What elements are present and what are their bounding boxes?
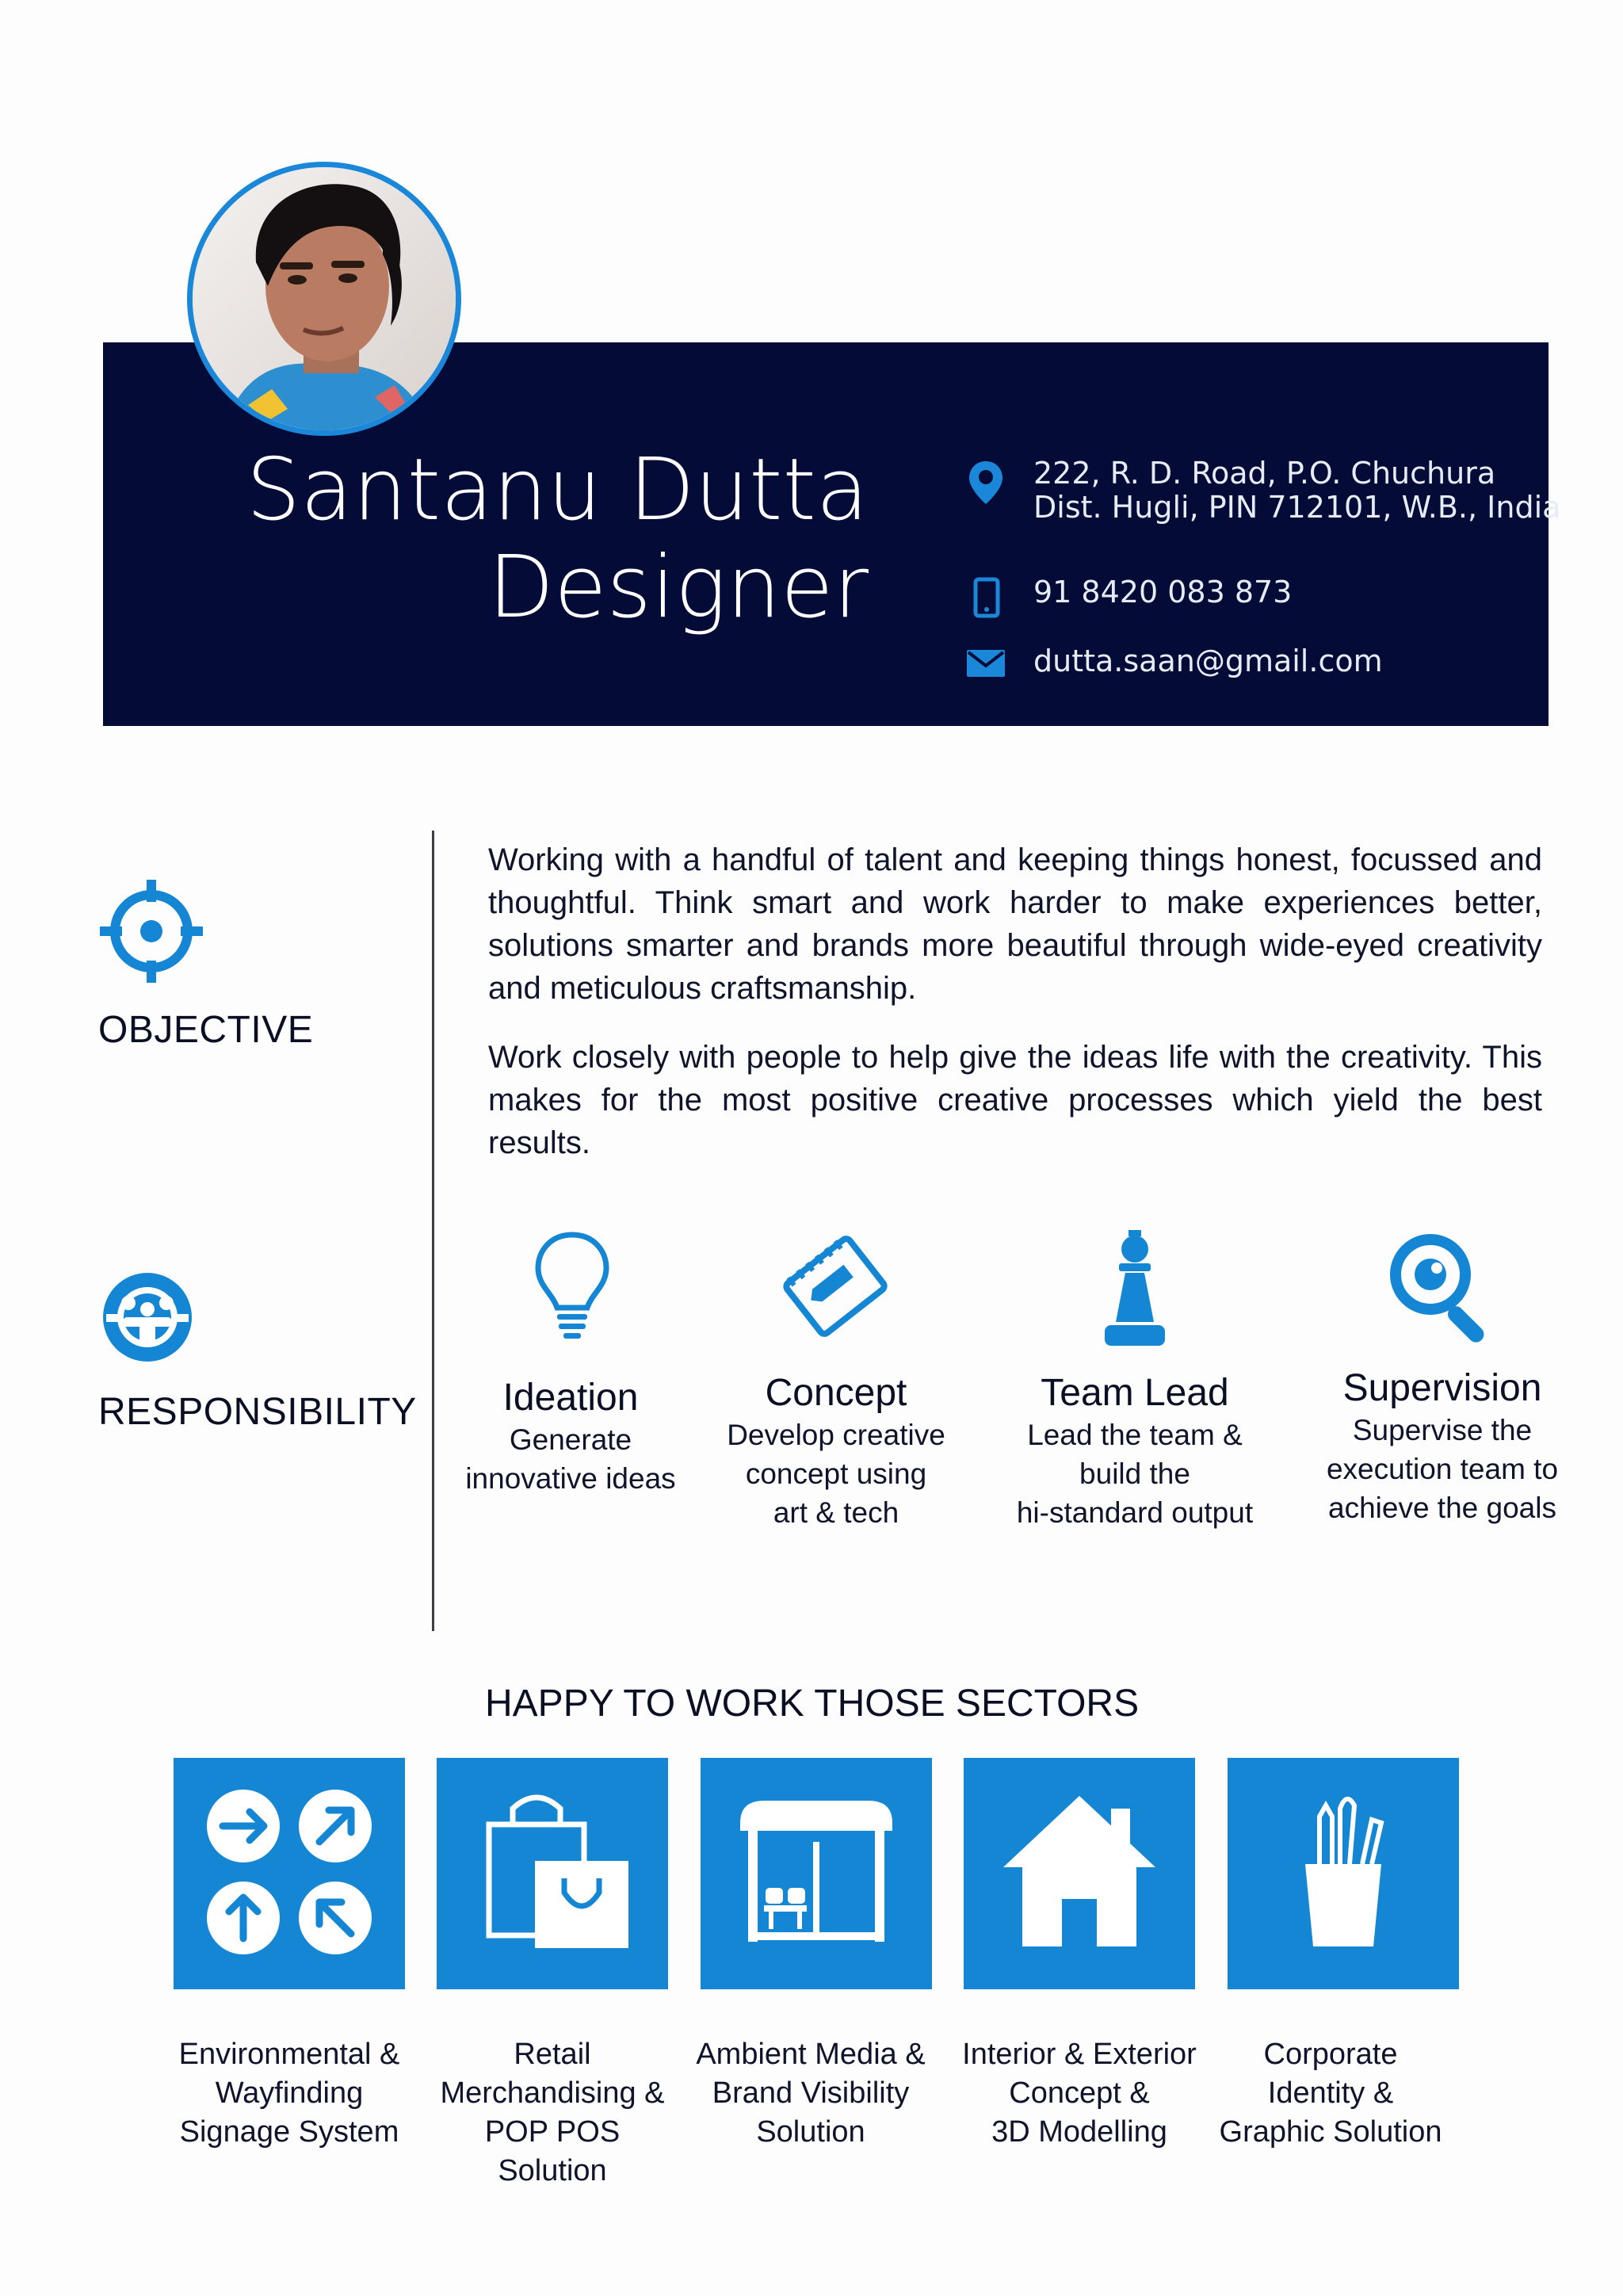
responsibility-label: RESPONSIBILITY bbox=[98, 1391, 417, 1433]
sector-label-line: Identity & bbox=[1267, 2076, 1394, 2110]
mobile-phone-icon bbox=[973, 577, 1000, 622]
concept-desc-line-3: art & tech bbox=[773, 1496, 899, 1529]
envelope-icon bbox=[967, 650, 1005, 681]
concept-text bbox=[709, 1371, 963, 1532]
portrait-image bbox=[193, 167, 456, 430]
sector-tile-interior bbox=[964, 1758, 1195, 1989]
supervision-desc-line-1: Supervise the bbox=[1352, 1414, 1533, 1446]
supervision-text bbox=[1316, 1366, 1569, 1527]
vertical-divider bbox=[432, 831, 434, 1631]
responsibility-item-concept bbox=[708, 1227, 962, 1346]
shopping-bags-icon bbox=[465, 1785, 640, 1963]
sector-label-line: Solution bbox=[756, 2115, 865, 2149]
direction-arrows-icon bbox=[202, 1785, 376, 1963]
sector-label-line: Retail bbox=[514, 2038, 591, 2071]
sector-label-line: 3D Modelling bbox=[991, 2115, 1167, 2149]
address-line-1: 222, R. D. Road, P.O. Chuchura bbox=[1033, 456, 1496, 491]
ideation-desc-line-2: innovative ideas bbox=[465, 1462, 676, 1495]
supervision-title: Supervision bbox=[1342, 1367, 1542, 1409]
sector-label-line: Ambient Media & bbox=[696, 2038, 926, 2071]
sector-tile-ambient-media bbox=[701, 1758, 932, 1989]
phone-number[interactable]: 91 8420 083 873 bbox=[1033, 575, 1293, 609]
address-line-2: Dist. Hugli, PIN 712101, W.B., India bbox=[1033, 490, 1561, 525]
sector-tile-wayfinding bbox=[174, 1758, 405, 1989]
house-icon bbox=[992, 1785, 1167, 1963]
sector-label-ambient-media bbox=[684, 2035, 938, 2152]
team-lead-text bbox=[1008, 1371, 1262, 1532]
concept-title: Concept bbox=[765, 1372, 907, 1414]
supervision-desc-line-2: execution team to bbox=[1326, 1453, 1559, 1485]
team-lead-desc-line-1: Lead the team & bbox=[1027, 1419, 1243, 1451]
sector-label-line: Concept & bbox=[1009, 2076, 1150, 2110]
pen-cup-icon bbox=[1256, 1785, 1430, 1963]
person-name: Santanu Dutta bbox=[246, 441, 869, 540]
sector-label-line: Graphic Solution bbox=[1219, 2115, 1442, 2149]
sector-label-line: Merchandising & bbox=[440, 2076, 665, 2110]
sector-label-line: Corporate bbox=[1263, 2038, 1398, 2071]
objective-label: OBJECTIVE bbox=[98, 1009, 314, 1051]
concept-desc-line-1: Develop creative bbox=[727, 1419, 945, 1451]
responsibility-item-team-lead bbox=[1008, 1228, 1262, 1349]
team-lead-title: Team Lead bbox=[1041, 1372, 1229, 1414]
sector-label-wayfinding bbox=[162, 2035, 416, 2152]
bus-shelter-icon bbox=[729, 1785, 903, 1963]
sector-label-interior bbox=[953, 2035, 1206, 2152]
lightbulb-icon bbox=[445, 1228, 699, 1347]
concept-desc-line-2: concept using bbox=[745, 1457, 927, 1490]
supervision-desc-line-3: achieve the goals bbox=[1328, 1492, 1556, 1524]
sector-label-line: Interior & Exterior bbox=[962, 2038, 1197, 2071]
sector-tile-corporate-identity bbox=[1228, 1758, 1459, 1989]
chess-pawn-icon bbox=[1008, 1228, 1262, 1349]
sector-label-line: Solution bbox=[498, 2154, 607, 2187]
ideation-desc-line-1: Generate bbox=[509, 1423, 632, 1456]
objective-paragraph-2: Work closely with people to help give the ideas life with the creativity. This makes for the most positive creative processes which yield the best results. bbox=[488, 1040, 1542, 1160]
responsibility-item-ideation bbox=[445, 1228, 699, 1347]
avatar bbox=[187, 162, 461, 436]
ideation-text bbox=[444, 1376, 697, 1498]
team-people-icon bbox=[100, 1270, 195, 1369]
notepad-pencil-icon bbox=[708, 1227, 962, 1346]
team-lead-desc-line-3: hi-standard output bbox=[1016, 1496, 1254, 1529]
sector-label-line: Brand Visibility bbox=[712, 2076, 910, 2110]
email-address[interactable]: dutta.saan@gmail.com bbox=[1033, 644, 1383, 678]
sector-tile-retail bbox=[437, 1758, 668, 1989]
responsibility-item-supervision bbox=[1316, 1227, 1569, 1346]
sector-label-line: Wayfinding bbox=[215, 2076, 364, 2110]
sector-label-line: Signage System bbox=[179, 2115, 399, 2149]
team-lead-desc-line-2: build the bbox=[1079, 1457, 1190, 1490]
ideation-title: Ideation bbox=[502, 1377, 639, 1419]
sector-label-retail bbox=[426, 2035, 679, 2191]
sector-label-corporate-identity bbox=[1204, 2035, 1457, 2152]
target-crosshair-icon bbox=[98, 878, 204, 988]
sector-label-line: POP POS bbox=[484, 2115, 621, 2149]
magnifier-eye-icon bbox=[1316, 1227, 1569, 1346]
sectors-heading: HAPPY TO WORK THOSE SECTORS bbox=[485, 1683, 1140, 1725]
objective-paragraph-1: Working with a handful of talent and keeping things honest, focussed and thoughtful. Think smart and work harder to make experiences better, solutions smarter and brands more beautiful through wide-eyed creativity and meticulous craftsmanship. bbox=[488, 842, 1542, 1006]
job-title: Designer bbox=[488, 538, 869, 637]
location-pin-icon bbox=[967, 460, 1005, 510]
sector-label-line: Environmental & bbox=[178, 2038, 400, 2071]
